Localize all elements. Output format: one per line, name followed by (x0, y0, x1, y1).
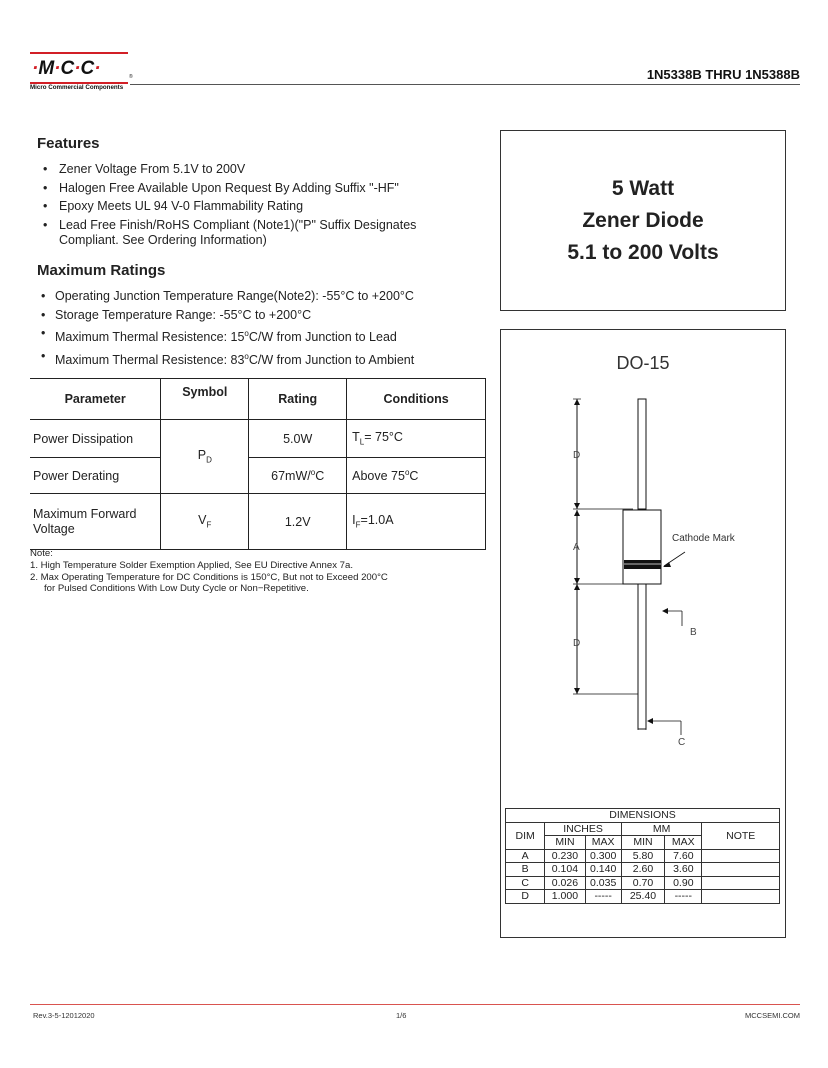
col-mm: MM (621, 822, 702, 836)
table-row (506, 890, 780, 904)
dim-cell: 1.000 (545, 890, 585, 904)
rating-cell: 67mW/$^o$C (249, 458, 347, 494)
dim-cell: 7.60 (665, 849, 702, 863)
dim-cell (702, 849, 780, 863)
dim-cell (702, 876, 780, 890)
note-line: 1. High Temperature Solder Exemption Applied, See EU Directive Annex 7a. (30, 559, 353, 571)
symbol-cell: $V_F$ (161, 494, 249, 550)
document-title: 1N5338B THRU 1N5388B (646, 67, 800, 82)
dim-label-c: C (678, 737, 686, 748)
table-row (506, 849, 780, 863)
dim-cell: 3.60 (665, 863, 702, 877)
max-ratings-heading: Maximum Ratings (37, 262, 166, 279)
dimensions-table (505, 808, 780, 904)
revision-label: Rev.3-5-12012020 (33, 1011, 95, 1020)
feature-item: • Lead Free Finish/RoHS Compliant (Note1)("P" Suffix Designates Compliant. See Ordering Information) (37, 218, 477, 248)
diode-body (623, 510, 661, 584)
dim-cell (702, 890, 780, 904)
rating-item: • Maximum Thermal Resistence: 15$^o$C/W from Junction to Lead (35, 326, 487, 345)
sub-max-mm: MAX (665, 836, 702, 850)
footer-divider (30, 1004, 800, 1005)
conditions-cell: Above 75$^o$C (347, 458, 486, 494)
conditions-cell: $T_L= 75^\circ C$ (347, 420, 486, 458)
sub-min-mm: MIN (621, 836, 664, 850)
feature-item: • Zener Voltage From 5.1V to 200V (37, 162, 477, 177)
product-power: 5 Watt (611, 177, 675, 200)
rating-item: • Maximum Thermal Resistence: 83$^o$C/W from Junction to Ambient (35, 349, 487, 368)
features-heading: Features (37, 135, 100, 152)
header-conditions: Conditions (347, 379, 486, 420)
header-symbol: Symbol (161, 379, 249, 420)
table-row (506, 876, 780, 890)
product-type: Zener Diode (582, 209, 704, 232)
dimensions-title: DIMENSIONS (506, 809, 780, 823)
feature-item: • Halogen Free Available Upon Request By Adding Suffix "-HF" (37, 181, 477, 196)
param-cell: Power Dissipation (30, 420, 161, 458)
product-voltage-range: 5.1 to 200 Volts (567, 241, 719, 264)
sub-max-in: MAX (585, 836, 621, 850)
rating-cell: 1.2V (249, 494, 347, 550)
dim-cell: 0.026 (545, 876, 585, 890)
dim-label-a: A (573, 542, 580, 553)
logo-letter-c2: C (80, 58, 95, 79)
notes-block (30, 548, 388, 595)
header-rating: Rating (249, 379, 347, 420)
col-inches: INCHES (545, 822, 622, 836)
dim-cell (702, 863, 780, 877)
dim-cell: C (506, 876, 545, 890)
dim-cell: 0.035 (585, 876, 621, 890)
notes-title: Note: (30, 548, 53, 559)
max-ratings-list (37, 289, 487, 368)
symbol-cell: $P_D$ (161, 420, 249, 494)
dim-cell: 0.300 (585, 849, 621, 863)
rating-item: • Operating Junction Temperature Range(Note2): -55°C to +200°C (35, 289, 487, 304)
parameter-table (30, 378, 486, 550)
package-box (500, 329, 786, 938)
company-logo (30, 52, 132, 94)
table-row (30, 494, 486, 550)
package-name: DO-15 (616, 353, 670, 373)
param-cell: Power Derating (30, 458, 161, 494)
registered-mark: ® (129, 74, 133, 80)
features-list (37, 162, 477, 248)
sub-min-in: MIN (545, 836, 585, 850)
rating-item: • Storage Temperature Range: -55°C to +200°C (35, 308, 487, 323)
rating-cell: 5.0W (249, 420, 347, 458)
dim-label-d-top: D (573, 450, 581, 461)
param-cell: Maximum Forward Voltage (30, 494, 161, 550)
header-divider (130, 84, 800, 85)
note-line: 2. Max Operating Temperature for DC Conditions is 150°C, But not to Exceed 200°C (30, 571, 388, 583)
col-note: NOTE (702, 822, 780, 849)
dim-cell: ----- (665, 890, 702, 904)
bottom-lead (638, 584, 646, 729)
col-dim: DIM (506, 822, 545, 849)
max-ratings-section (37, 262, 487, 371)
dim-label-b: B (690, 627, 697, 638)
dim-cell: D (506, 890, 545, 904)
logo-letter-m: M (38, 58, 55, 79)
dim-cell: 25.40 (621, 890, 664, 904)
dim-label-d-bottom: D (573, 638, 581, 649)
logo-letters: ·M·C·C· (32, 58, 101, 79)
dim-cell: ----- (585, 890, 621, 904)
logo-letter-c1: C (60, 58, 75, 79)
table-row (506, 863, 780, 877)
dim-cell: 0.90 (665, 876, 702, 890)
dim-cell: 0.70 (621, 876, 664, 890)
logo-subtitle: Micro Commercial Components (30, 84, 124, 91)
table-row (30, 458, 486, 494)
page-number: 1/6 (396, 1011, 407, 1020)
dim-cell: B (506, 863, 545, 877)
dim-cell: 0.140 (585, 863, 621, 877)
note-line: for Pulsed Conditions With Low Duty Cycle or Non−Repetitive. (44, 583, 309, 595)
logo-top-bar (30, 52, 128, 54)
header-parameter: Parameter (30, 379, 161, 420)
conditions-cell: $I_F=1.0A$ (347, 494, 486, 550)
dim-cell: 0.104 (545, 863, 585, 877)
product-title-box (500, 130, 786, 311)
features-section (37, 135, 477, 251)
dim-cell: A (506, 849, 545, 863)
website-link[interactable]: MCCSEMI.COM (745, 1011, 800, 1020)
cathode-mark-label: Cathode Mark (672, 533, 735, 544)
dim-cell: 2.60 (621, 863, 664, 877)
top-lead (638, 399, 646, 509)
table-header-row (30, 379, 486, 420)
dim-cell: 5.80 (621, 849, 664, 863)
feature-item: • Epoxy Meets UL 94 V-0 Flammability Rating (37, 199, 477, 214)
table-row (30, 420, 486, 458)
dim-cell: 0.230 (545, 849, 585, 863)
